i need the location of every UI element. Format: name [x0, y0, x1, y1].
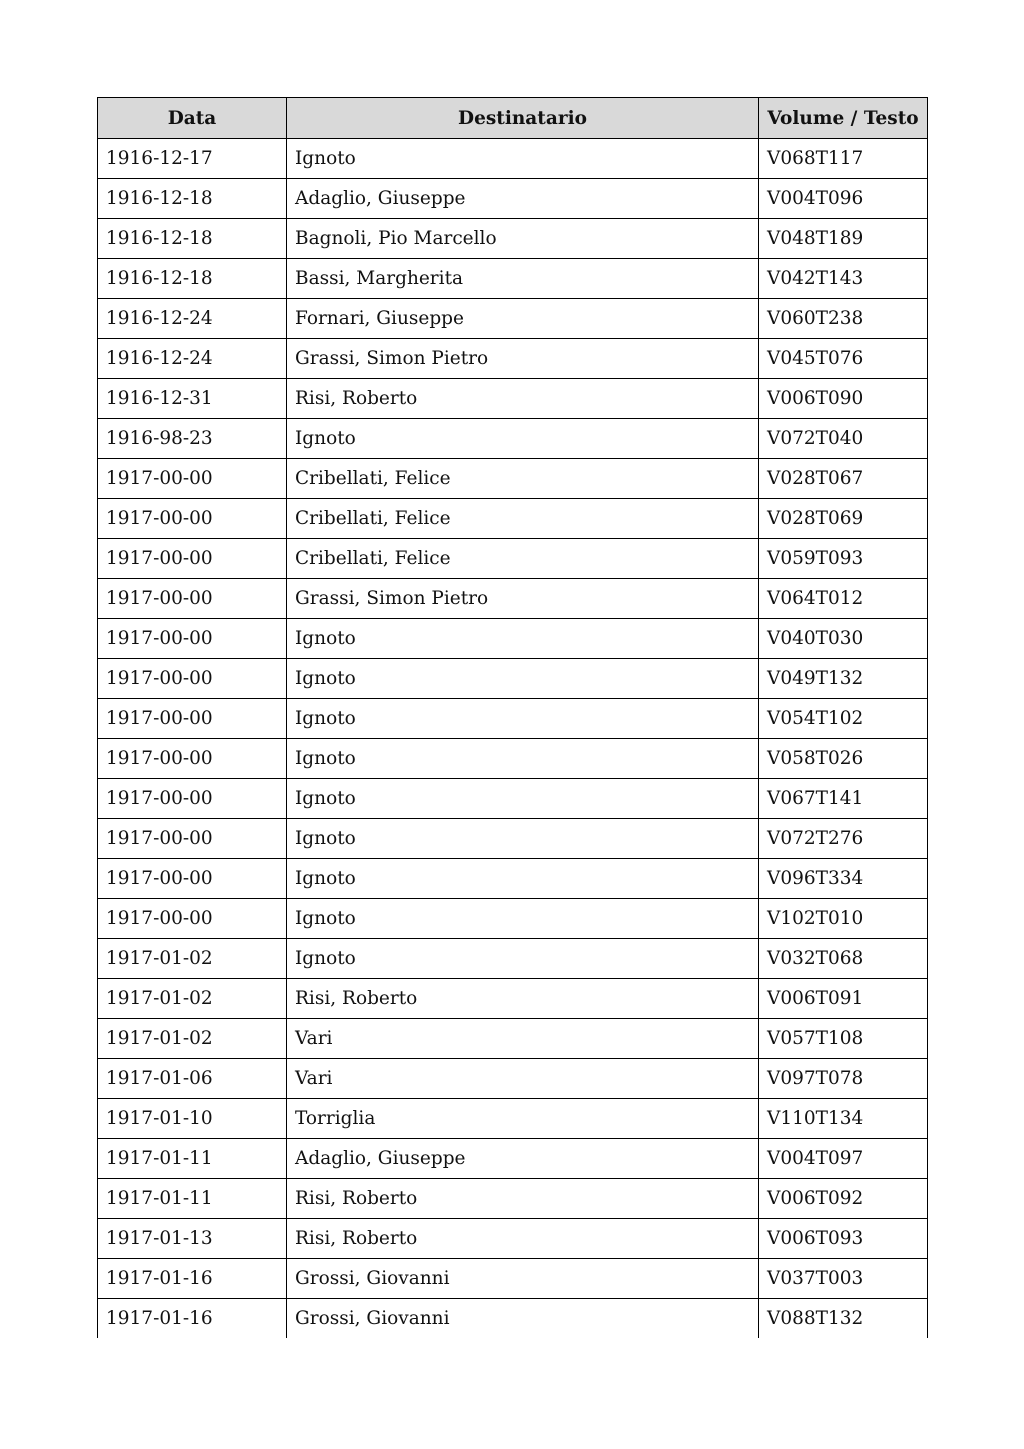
- cell-volume-text: V060T238: [759, 299, 928, 339]
- cell-recipient: Bassi, Margherita: [287, 259, 759, 299]
- table-row: [98, 779, 928, 819]
- table-row: [98, 1139, 928, 1179]
- cell-volume-text: V040T030: [759, 619, 928, 659]
- cell-volume-text: V004T096: [759, 179, 928, 219]
- cell-volume-text: V048T189: [759, 219, 928, 259]
- cell-recipient: Ignoto: [287, 699, 759, 739]
- cell-volume-text: V042T143: [759, 259, 928, 299]
- cell-recipient: Grassi, Simon Pietro: [287, 339, 759, 379]
- cell-recipient: Ignoto: [287, 619, 759, 659]
- column-header-recipient: Destinatario: [287, 98, 759, 139]
- cell-date: 1917-00-00: [98, 499, 287, 539]
- table-row: [98, 1259, 928, 1299]
- cell-date: 1917-01-13: [98, 1219, 287, 1259]
- cell-volume-text: V049T132: [759, 659, 928, 699]
- letters-index-table: [97, 97, 928, 1338]
- cell-recipient: Cribellati, Felice: [287, 539, 759, 579]
- cell-date: 1917-01-02: [98, 979, 287, 1019]
- cell-recipient: Ignoto: [287, 139, 759, 179]
- cell-date: 1917-01-02: [98, 1019, 287, 1059]
- table-row: [98, 139, 928, 179]
- cell-date: 1917-01-11: [98, 1139, 287, 1179]
- cell-date: 1917-00-00: [98, 899, 287, 939]
- cell-recipient: Ignoto: [287, 939, 759, 979]
- cell-recipient: Torriglia: [287, 1099, 759, 1139]
- cell-volume-text: V072T276: [759, 819, 928, 859]
- cell-volume-text: V102T010: [759, 899, 928, 939]
- cell-recipient: Ignoto: [287, 419, 759, 459]
- cell-recipient: Vari: [287, 1019, 759, 1059]
- cell-recipient: Cribellati, Felice: [287, 499, 759, 539]
- cell-date: 1917-00-00: [98, 819, 287, 859]
- cell-recipient: Cribellati, Felice: [287, 459, 759, 499]
- cell-date: 1917-00-00: [98, 459, 287, 499]
- cell-date: 1916-12-18: [98, 179, 287, 219]
- cell-date: 1916-98-23: [98, 419, 287, 459]
- table-row: [98, 699, 928, 739]
- table-row: [98, 979, 928, 1019]
- cell-date: 1917-01-16: [98, 1299, 287, 1339]
- table-row: [98, 259, 928, 299]
- cell-recipient: Adaglio, Giuseppe: [287, 1139, 759, 1179]
- cell-recipient: Grossi, Giovanni: [287, 1259, 759, 1299]
- table-row: [98, 419, 928, 459]
- cell-volume-text: V006T090: [759, 379, 928, 419]
- cell-recipient: Fornari, Giuseppe: [287, 299, 759, 339]
- table-row: [98, 1299, 928, 1339]
- cell-date: 1917-00-00: [98, 619, 287, 659]
- table-row: [98, 1219, 928, 1259]
- cell-volume-text: V045T076: [759, 339, 928, 379]
- table-row: [98, 579, 928, 619]
- cell-recipient: Ignoto: [287, 819, 759, 859]
- cell-date: 1917-01-06: [98, 1059, 287, 1099]
- cell-recipient: Ignoto: [287, 659, 759, 699]
- cell-volume-text: V028T069: [759, 499, 928, 539]
- table-row: [98, 1019, 928, 1059]
- cell-volume-text: V006T092: [759, 1179, 928, 1219]
- table-row: [98, 299, 928, 339]
- column-header-volume-text: Volume / Testo: [759, 98, 928, 139]
- cell-volume-text: V006T093: [759, 1219, 928, 1259]
- cell-volume-text: V028T067: [759, 459, 928, 499]
- cell-date: 1917-00-00: [98, 659, 287, 699]
- cell-recipient: Ignoto: [287, 899, 759, 939]
- table-row: [98, 819, 928, 859]
- table-row: [98, 859, 928, 899]
- cell-date: 1917-00-00: [98, 699, 287, 739]
- cell-recipient: Vari: [287, 1059, 759, 1099]
- cell-date: 1917-00-00: [98, 539, 287, 579]
- cell-recipient: Adaglio, Giuseppe: [287, 179, 759, 219]
- cell-volume-text: V068T117: [759, 139, 928, 179]
- table-row: [98, 459, 928, 499]
- cell-recipient: Ignoto: [287, 859, 759, 899]
- cell-recipient: Grossi, Giovanni: [287, 1299, 759, 1339]
- table-row: [98, 339, 928, 379]
- cell-recipient: Bagnoli, Pio Marcello: [287, 219, 759, 259]
- cell-date: 1917-00-00: [98, 739, 287, 779]
- table-body: [98, 139, 928, 1339]
- cell-volume-text: V067T141: [759, 779, 928, 819]
- column-header-date: Data: [98, 98, 287, 139]
- table-row: [98, 1059, 928, 1099]
- table-row: [98, 1099, 928, 1139]
- cell-date: 1917-01-11: [98, 1179, 287, 1219]
- cell-date: 1917-01-10: [98, 1099, 287, 1139]
- cell-date: 1917-00-00: [98, 859, 287, 899]
- cell-volume-text: V037T003: [759, 1259, 928, 1299]
- cell-volume-text: V110T134: [759, 1099, 928, 1139]
- table-row: [98, 1179, 928, 1219]
- table-row: [98, 379, 928, 419]
- cell-recipient: Risi, Roberto: [287, 1219, 759, 1259]
- header-row: [98, 98, 928, 139]
- table-row: [98, 899, 928, 939]
- cell-date: 1917-00-00: [98, 579, 287, 619]
- cell-volume-text: V059T093: [759, 539, 928, 579]
- table-row: [98, 499, 928, 539]
- table-row: [98, 619, 928, 659]
- cell-date: 1917-00-00: [98, 779, 287, 819]
- cell-volume-text: V006T091: [759, 979, 928, 1019]
- cell-date: 1917-01-16: [98, 1259, 287, 1299]
- cell-volume-text: V064T012: [759, 579, 928, 619]
- cell-date: 1917-01-02: [98, 939, 287, 979]
- table-row: [98, 659, 928, 699]
- cell-volume-text: V032T068: [759, 939, 928, 979]
- cell-volume-text: V088T132: [759, 1299, 928, 1339]
- cell-recipient: Grassi, Simon Pietro: [287, 579, 759, 619]
- cell-date: 1916-12-18: [98, 259, 287, 299]
- cell-date: 1916-12-17: [98, 139, 287, 179]
- cell-recipient: Risi, Roberto: [287, 1179, 759, 1219]
- cell-recipient: Ignoto: [287, 739, 759, 779]
- table-row: [98, 219, 928, 259]
- cell-volume-text: V058T026: [759, 739, 928, 779]
- table-row: [98, 939, 928, 979]
- cell-volume-text: V096T334: [759, 859, 928, 899]
- cell-volume-text: V054T102: [759, 699, 928, 739]
- cell-date: 1916-12-24: [98, 299, 287, 339]
- cell-volume-text: V057T108: [759, 1019, 928, 1059]
- table-row: [98, 739, 928, 779]
- cell-recipient: Ignoto: [287, 779, 759, 819]
- table-row: [98, 539, 928, 579]
- cell-volume-text: V072T040: [759, 419, 928, 459]
- cell-volume-text: V004T097: [759, 1139, 928, 1179]
- table-row: [98, 179, 928, 219]
- cell-date: 1916-12-18: [98, 219, 287, 259]
- cell-volume-text: V097T078: [759, 1059, 928, 1099]
- table-header: [98, 98, 928, 139]
- cell-date: 1916-12-31: [98, 379, 287, 419]
- cell-recipient: Risi, Roberto: [287, 979, 759, 1019]
- cell-date: 1916-12-24: [98, 339, 287, 379]
- cell-recipient: Risi, Roberto: [287, 379, 759, 419]
